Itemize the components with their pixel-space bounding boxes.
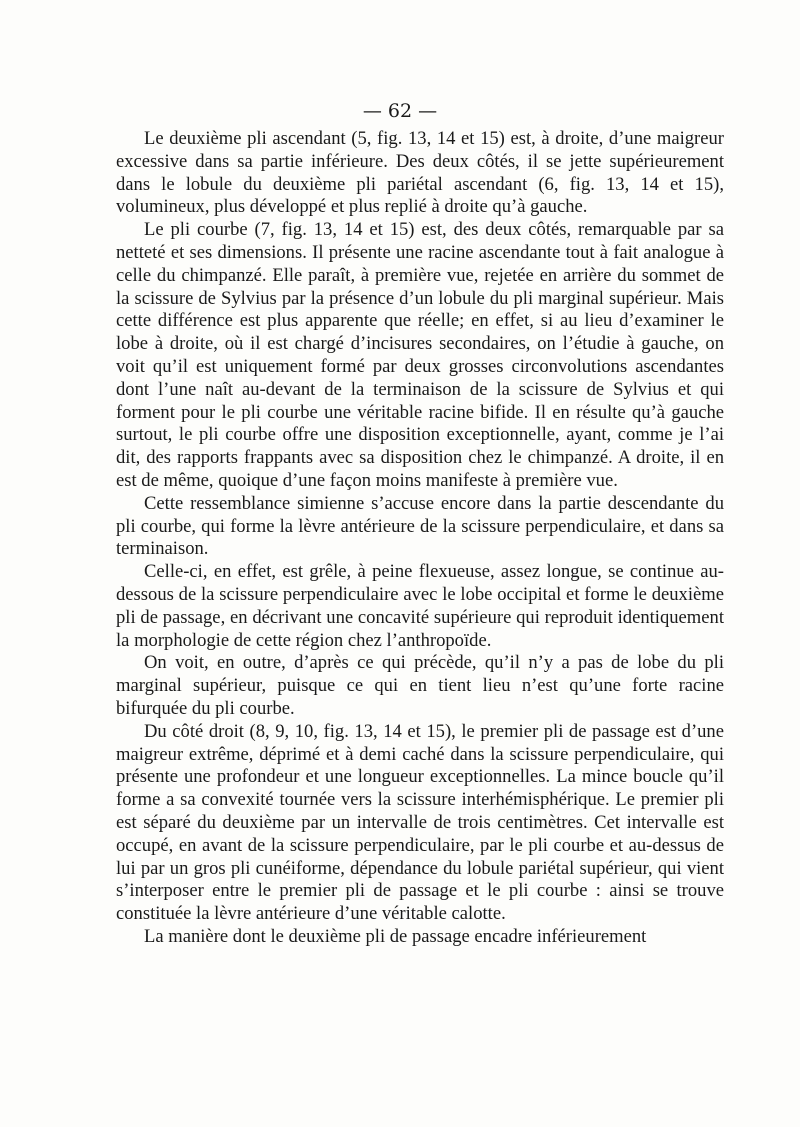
- paragraph: La manière dont le deuxième pli de passage encadre inférieurement: [144, 925, 647, 947]
- page-number: — 62 —: [362, 100, 438, 122]
- paragraph: Le deuxième pli ascendant (5, fig. 13, 14 et 15) est, à droite, d’une maigreur excessive dans sa partie inférieure. Des deux côtés, il se jette supérieurement dans le lobule du deuxième pli pariétal ascendant (6, fig. 13, 14 et 15), volumineux, plus développé et plus replié à droite qu’à gauche.: [116, 128, 724, 218]
- paragraph: Celle-ci, en effet, est grêle, à peine flexueuse, assez longue, se continue au-dessous de la scissure perpendiculaire avec le lobe occipital et forme le deuxième pli de passage, en décrivant une concavité supérieure qui reproduit identiquement la morphologie de cette région chez l’anthropoïde.: [116, 561, 724, 651]
- paragraph: Le pli courbe (7, fig. 13, 14 et 15) est, des deux côtés, remarquable par sa netteté et ses dimensions. Il présente une racine ascendante tout à fait analogue à celle du chimpanzé. Elle paraît, à première vue, rejetée en arrière du sommet de la scissure de Sylvius par la présence d’un lobule du pli marginal supérieur. Mais cette différence est plus apparente que réelle; en effet, si au lieu d’examiner le lobe à droite, où il est chargé d’incisures secondaires, on l’étudie à gauche, on voit qu’il est uniquement formé par deux grosses circonvolutions ascendantes dont l’une naît au-devant de la terminaison de la scissure de Sylvius et qui forment pour le pli courbe une véritable racine bifide. Il en résulte qu’à gauche surtout, le pli courbe offre une disposition exceptionnelle, ayant, comme je l’ai dit, des rapports frappants avec sa disposition chez le chimpanzé. A droite, il en est de même, quoique d’une façon moins manifeste à première vue.: [116, 219, 724, 491]
- paragraph: On voit, en outre, d’après ce qui précède, qu’il n’y a pas de lobe du pli marginal supérieur, puisque ce qui en tient lieu n’est qu’une forte racine bifurquée du pli courbe.: [116, 652, 724, 719]
- paragraph: Cette ressemblance simienne s’accuse encore dans la partie descendante du pli courbe, qui forme la lèvre antérieure de la scissure perpendiculaire, et dans sa terminaison.: [116, 492, 724, 560]
- body-text: [116, 128, 724, 949]
- paragraph: Du côté droit (8, 9, 10, fig. 13, 14 et 15), le premier pli de passage est d’une maigreur extrême, déprimé et à demi caché dans la scissure perpendiculaire, qui présente une profondeur et une longueur exceptionnelles. La mince boucle qu’il forme a sa convexité tournée vers la scissure interhémisphérique. Le premier pli est séparé du deuxième par un intervalle de trois centimètres. Cet intervalle est occupé, en avant de la scissure perpendiculaire, par le pli courbe et au-dessus de lui par un gros pli cunéiforme, dépendance du lobule pariétal supérieur, qui vient s’interposer entre le premier pli de passage et le pli courbe : ainsi se trouve constituée la lèvre antérieure d’une véritable calotte.: [116, 720, 724, 925]
